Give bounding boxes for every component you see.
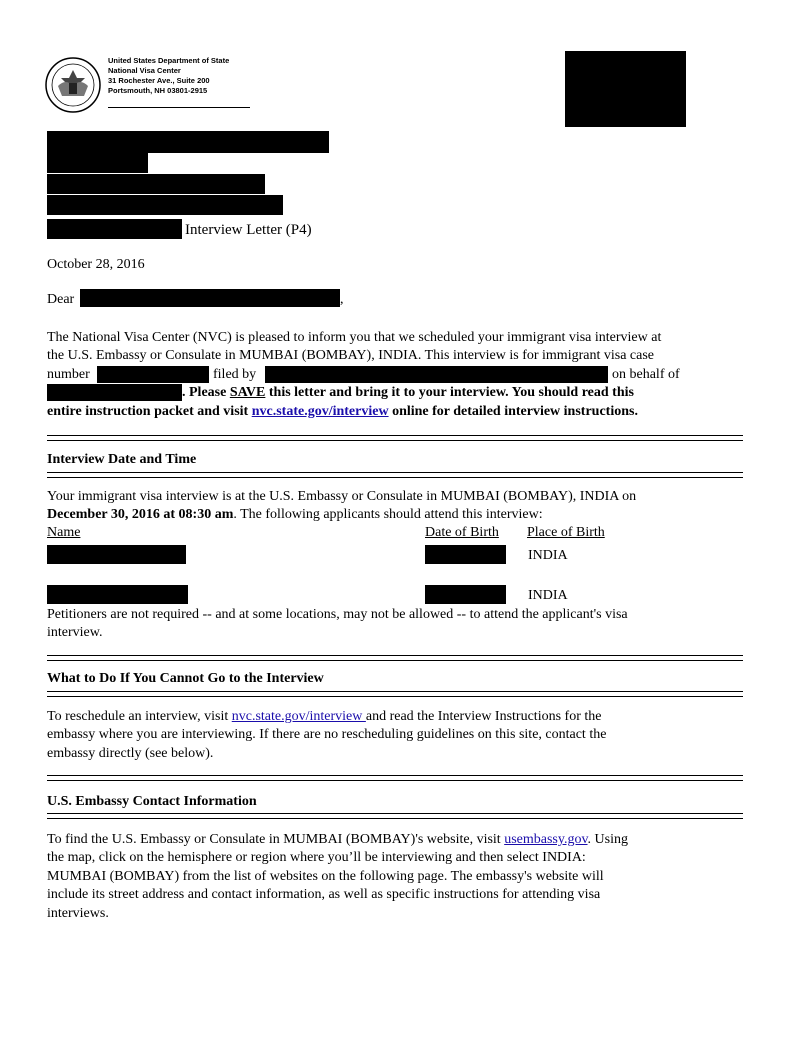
applicant-place-of-birth: INDIA <box>528 548 568 563</box>
seal-icon <box>44 56 102 114</box>
petitioner-note-line-1: Petitioners are not required -- and at some locations, may not be allowed -- to attend the applicant's visa <box>47 607 628 622</box>
column-header-pob: Place of Birth <box>527 525 605 540</box>
interview-line-1: Your immigrant visa interview is at the U.S. Embassy or Consulate in MUMBAI (BOMBAY), INDIA on <box>47 489 637 504</box>
redacted-case-number <box>97 366 209 383</box>
document-type: Interview Letter (P4) <box>185 222 312 238</box>
letter-date: October 28, 2016 <box>47 257 145 272</box>
letterhead-line-2: National Visa Center <box>108 66 181 75</box>
redacted-case-id <box>47 219 182 239</box>
redacted-recipient-name <box>80 289 340 307</box>
embassy-line-2: the map, click on the hemisphere or region where you’ll be interviewing and then select INDIA: <box>47 850 586 865</box>
section-heading-interview-date: Interview Date and Time <box>47 452 197 467</box>
usembassy-link[interactable]: usembassy.gov <box>504 832 588 847</box>
redacted-address-line-2 <box>47 153 148 173</box>
section-divider <box>47 472 743 478</box>
intro-number-label: number <box>47 367 90 382</box>
column-header-dob: Date of Birth <box>425 525 499 540</box>
interview-datetime: December 30, 2016 at 08:30 am <box>47 507 234 522</box>
interview-line-2: December 30, 2016 at 08:30 am. The following applicants should attend this interview: <box>47 507 543 522</box>
intro-line-1: The National Visa Center (NVC) is pleased to inform you that we scheduled your immigrant visa interview at <box>47 330 662 345</box>
letterhead-line-4: Portsmouth, NH 03801-2915 <box>108 86 208 95</box>
intro-behalf: on behalf of <box>612 367 680 382</box>
reschedule-line-1: To reschedule an interview, visit nvc.state.gov/interview and read the Interview Instructions for the <box>47 709 602 724</box>
petitioner-note-line-2: interview. <box>47 625 103 640</box>
embassy-line-5: interviews. <box>47 906 109 921</box>
redacted-applicant-dob <box>425 585 506 604</box>
reschedule-line-2: embassy where you are interviewing. If there are no rescheduling guidelines on this site, contact the <box>47 727 607 742</box>
redacted-address-line-4 <box>47 195 283 215</box>
letterhead-address <box>108 56 250 96</box>
redacted-address-line-3 <box>47 174 265 194</box>
redacted-applicant-name <box>47 545 186 564</box>
reschedule-line-3: embassy directly (see below). <box>47 746 214 761</box>
state-department-seal <box>44 56 102 114</box>
intro-line-2: the U.S. Embassy or Consulate in MUMBAI (BOMBAY), INDIA. This interview is for immigrant visa case <box>47 348 654 363</box>
embassy-line-1: To find the U.S. Embassy or Consulate in MUMBAI (BOMBAY)'s website, visit usembassy.gov. Using <box>47 832 628 847</box>
column-header-name: Name <box>47 525 81 540</box>
redacted-applicant-name <box>47 585 188 604</box>
salutation-comma: , <box>340 292 344 307</box>
save-emphasis: SAVE <box>229 385 266 400</box>
redacted-petitioner <box>265 366 608 383</box>
intro-line-4: . Please SAVE this letter and bring it to your interview. You should read this <box>182 385 634 400</box>
section-heading-reschedule: What to Do If You Cannot Go to the Interview <box>47 671 324 686</box>
intro-line-5: entire instruction packet and visit nvc.state.gov/interview online for detailed interview instructions. <box>47 404 638 419</box>
section-divider <box>47 775 743 781</box>
nvc-interview-link[interactable]: nvc.state.gov/interview <box>251 404 389 419</box>
nvc-reschedule-link[interactable]: nvc.state.gov/interview <box>231 709 366 724</box>
applicant-place-of-birth: INDIA <box>528 588 568 603</box>
letterhead-line-3: 31 Rochester Ave., Suite 200 <box>108 76 210 85</box>
redacted-barcode <box>565 51 686 127</box>
section-heading-embassy-contact: U.S. Embassy Contact Information <box>47 794 257 809</box>
intro-filed-by: filed by <box>213 367 257 382</box>
section-divider <box>47 813 743 819</box>
redacted-applicant-dob <box>425 545 506 564</box>
letterhead-underline <box>108 107 250 108</box>
salutation <box>47 291 74 310</box>
redacted-address-line-1 <box>47 131 329 153</box>
section-divider <box>47 435 743 441</box>
salutation-word: Dear <box>47 292 75 307</box>
section-divider <box>47 655 743 661</box>
letterhead-line-1: United States Department of State <box>108 56 230 65</box>
embassy-line-3: MUMBAI (BOMBAY) from the list of websites on the following page. The embassy's website will <box>47 869 604 884</box>
embassy-line-4: include its street address and contact information, as well as specific instructions for attending visa <box>47 887 601 902</box>
redacted-beneficiary <box>47 384 182 401</box>
section-divider <box>47 691 743 697</box>
